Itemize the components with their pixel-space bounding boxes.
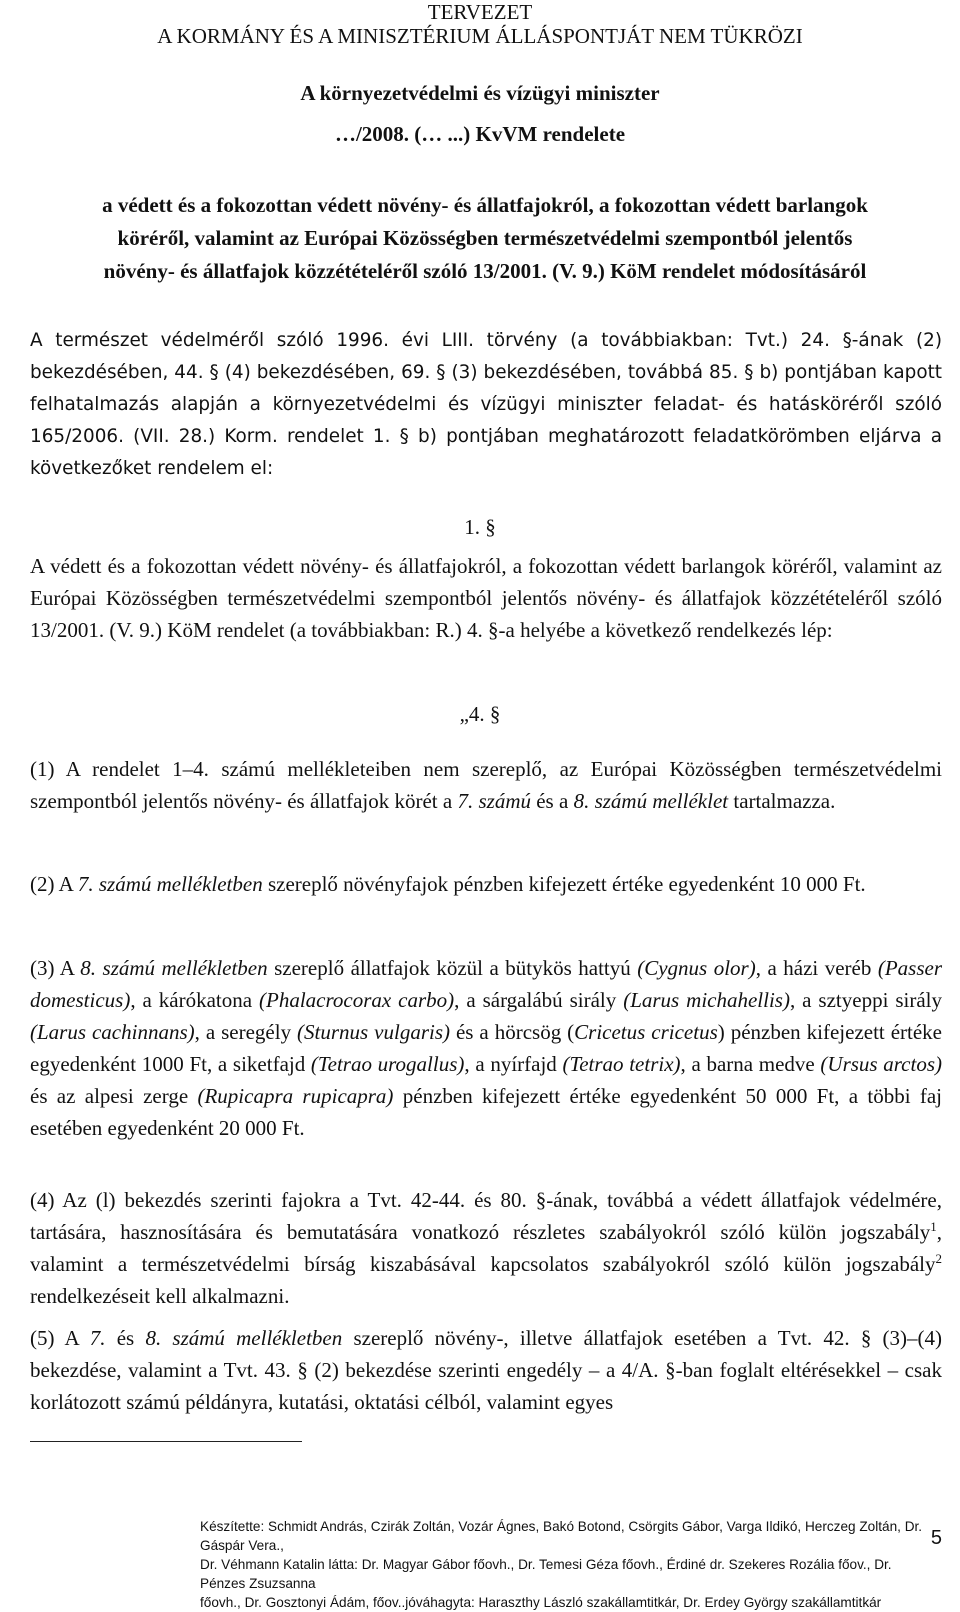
authors-footer — [200, 1517, 930, 1612]
disclaimer-label: A KORMÁNY ÉS A MINISZTÉRIUM ÁLLÁSPONTJÁT NEM TÜKRÖZI — [157, 24, 803, 48]
paragraph-4-1: (1) A rendelet 1–4. számú mellékleteiben nem szereplő, az Európai Közösségben természetvédelmi szempontból jelentős növény- és állatfajok körét a 7. számú és a 8. számú melléklet tartalmazza. — [30, 757, 942, 813]
title-line: köréről, valamint az Európai Közösségben természetvédelmi szempontból jelentős — [117, 226, 853, 250]
paragraph-4-2: (2) A 7. számú mellékletben szereplő növényfajok pénzben kifejezett értéke egyedenként 10 000 Ft. — [30, 872, 866, 896]
decree-number: …/2008. (… ...) KvVM rendelete — [334, 122, 626, 146]
paragraph-4-4: (4) Az (l) bekezdés szerinti fajokra a Tvt. 42-44. és 80. §-ának, továbbá a védett állatfajok védelmére, tartására, hasznosítására és bemutatására vonatkozó részletes szabályokról szóló külön jogszabály$^1$, valamint a természetvédelmi bírság kiszabásával kapcsolatos szabályokról szóló külön jogszabály$^2$ rendelkezéseit kell alkalmazni. — [30, 1188, 942, 1308]
footer-line: Készítette: Schmidt András, Czirák Zoltán, Vozár Ágnes, Bakó Botond, Csörgits Gábor, Varga Ildikó, Herczeg Zoltán, Dr. Gáspár Vera., — [200, 1519, 923, 1553]
title-line: növény- és állatfajok közzétételéről szóló 13/2001. (V. 9.) KöM rendelet módosításáról — [103, 259, 867, 283]
paragraph-4-5: (5) A 7. és 8. számú mellékletben szereplő növény-, illetve állatfajok esetében a Tvt. 42. § (3)–(4) bekezdése, valamint a Tvt. 43. § (2) bekezdése szerinti engedély – a 4/A. §-ban foglalt eltérésekkel – csak korlátozott számú példányra, kutatási, oktatási célból, valamint egyes — [30, 1326, 942, 1414]
section-4-heading: „4. § — [459, 702, 501, 726]
section-1-text: A védett és a fokozottan védett növény- és állatfajokról, a fokozottan védett barlangok köréről, valamint az Európai Közösségben természetvédelmi szempontból jelentős növény- és állatfajok közzétételéről szóló 13/2001. (V. 9.) KöM rendelet (a továbbiakban: R.) 4. §-a helyébe a következő rendelkezés lép: — [30, 554, 942, 642]
footnote-ref-1[interactable]: 1 — [930, 1219, 937, 1234]
draft-label: TERVEZET — [427, 0, 533, 24]
section-1-heading: 1. § — [464, 515, 496, 539]
issuer-heading: A környezetvédelmi és vízügyi miniszter — [300, 81, 660, 105]
footnote-ref-2[interactable]: 2 — [935, 1251, 942, 1266]
preamble-paragraph: A természet védelméről szóló 1996. évi LIII. törvény (a továbbiakban: Tvt.) 24. §-ának (2) bekezdésében, 44. § (4) bekezdésében, 69. § (3) bekezdésében, továbbá 85. § b) pontjában kapott felhatalmazás alapján a környezetvédelmi és vízügyi miniszter feladat- és hatásköréről szóló 165/2006. (VII. 28.) Korm. rendelet 1. § b) pontjában meghatározott feladatkörömben eljárva a következőket rendelem el: — [30, 330, 942, 479]
footnote-separator — [30, 1441, 302, 1442]
footer-line: Dr. Véhmann Katalin látta: Dr. Magyar Gábor főovh., Dr. Temesi Géza főovh., Érdiné dr. Szekeres Rozália főov., Dr. Pénzes Zsuzsanna — [200, 1557, 892, 1591]
paragraph-4-3: (3) A 8. számú mellékletben szereplő állatfajok közül a bütykös hattyú (Cygnus olor), a házi veréb (Passer domesticus), a kárókatona (Phalacrocorax carbo), a sárgalábú sirály (Larus michahellis), a sztyeppi sirály (Larus cachinnans), a seregély (Sturnus vulgaris) és a hörcsög (Cricetus cricetus) pénzben kifejezett értéke egyedenként 1000 Ft, a siketfajd (Tetrao urogallus), a nyírfajd (Tetrao tetrix), a barna medve (Ursus arctos) és az alpesi zerge (Rupicapra rupicapra) pénzben kifejezett értéke egyedenként 50 000 Ft, a többi faj esetében egyedenként 20 000 Ft. — [30, 956, 943, 1140]
footer-line: főovh., Dr. Gosztonyi Ádám, főov..jóváhagyta: Haraszthy László szakállamtitkár, Dr. Erdey György szakállamtitkár — [200, 1595, 882, 1610]
decree-title — [30, 189, 940, 288]
title-line: a védett és a fokozottan védett növény- és állatfajokról, a fokozottan védett barlangok — [102, 193, 868, 217]
page-number: 5 — [930, 1527, 942, 1549]
